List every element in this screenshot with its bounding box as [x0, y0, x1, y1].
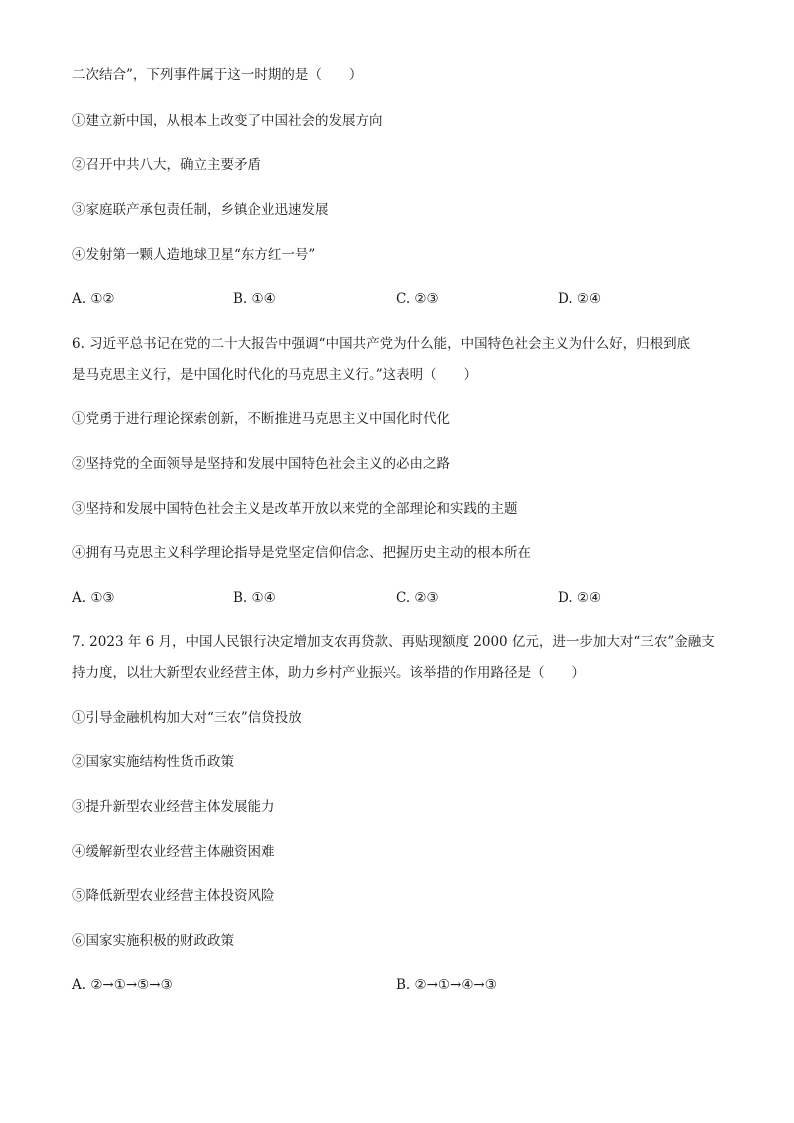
- q7-option-b: B. ②→①→④→③: [396, 977, 497, 993]
- q6-item-4: ④拥有马克思主义科学理论指导是党坚定信仰信念、把握历史主动的根本所在: [72, 545, 531, 561]
- q5-stem: 二次结合”，下列事件属于这一时期的是（ ）: [72, 67, 363, 83]
- q6-option-c: C. ②③: [396, 590, 439, 606]
- q5-item-4: ④发射第一颗人造地球卫星“东方红一号”: [72, 247, 316, 263]
- q5-option-b: B. ①④: [233, 291, 276, 307]
- q7-item-4: ④缓解新型农业经营主体融资困难: [72, 844, 275, 860]
- q7-item-3: ③提升新型农业经营主体发展能力: [72, 799, 275, 815]
- q7-item-2: ②国家实施结构性货币政策: [72, 754, 234, 770]
- q6-stem-line-2: 是马克思主义行，是中国化时代化的马克思主义行。”这表明（ ）: [72, 367, 478, 383]
- q5-option-c: C. ②③: [396, 291, 439, 307]
- q5-option-d: D. ②④: [558, 291, 602, 307]
- q7-item-1: ①引导金融机构加大对“三农”信贷投放: [72, 710, 302, 726]
- q6-stem-line-1: 6. 习近平总书记在党的二十大报告中强调“中国共产党为什么能，中国特色社会主义为什么好，归根到底: [72, 336, 691, 352]
- q6-item-2: ②坚持党的全面领导是坚持和发展中国特色社会主义的必由之路: [72, 456, 450, 472]
- q6-option-b: B. ①④: [233, 590, 276, 606]
- q6-option-d: D. ②④: [558, 590, 602, 606]
- q5-option-a: A. ①②: [72, 291, 115, 307]
- q5-item-3: ③家庭联产承包责任制，乡镇企业迅速发展: [72, 202, 329, 218]
- q5-item-1: ①建立新中国，从根本上改变了中国社会的发展方向: [72, 113, 383, 129]
- q6-option-a: A. ①③: [72, 590, 115, 606]
- q5-item-2: ②召开中共八大，确立主要矛盾: [72, 157, 261, 173]
- q7-stem-line-2: 持力度，以壮大新型农业经营主体，助力乡村产业振兴。该举措的作用路径是（ ）: [72, 665, 585, 681]
- q6-item-3: ③坚持和发展中国特色社会主义是改革开放以来党的全部理论和实践的主题: [72, 501, 518, 517]
- q7-item-5: ⑤降低新型农业经营主体投资风险: [72, 888, 275, 904]
- q7-item-6: ⑥国家实施积极的财政政策: [72, 933, 234, 949]
- q7-option-a: A. ②→①→⑤→③: [72, 977, 173, 993]
- q6-item-1: ①党勇于进行理论探索创新，不断推进马克思主义中国化时代化: [72, 411, 450, 427]
- q7-stem-line-1: 7. 2023 年 6 月，中国人民银行决定增加支农再贷款、再贴现额度 2000 亿元，进一步加大对“三农”金融支: [72, 634, 715, 650]
